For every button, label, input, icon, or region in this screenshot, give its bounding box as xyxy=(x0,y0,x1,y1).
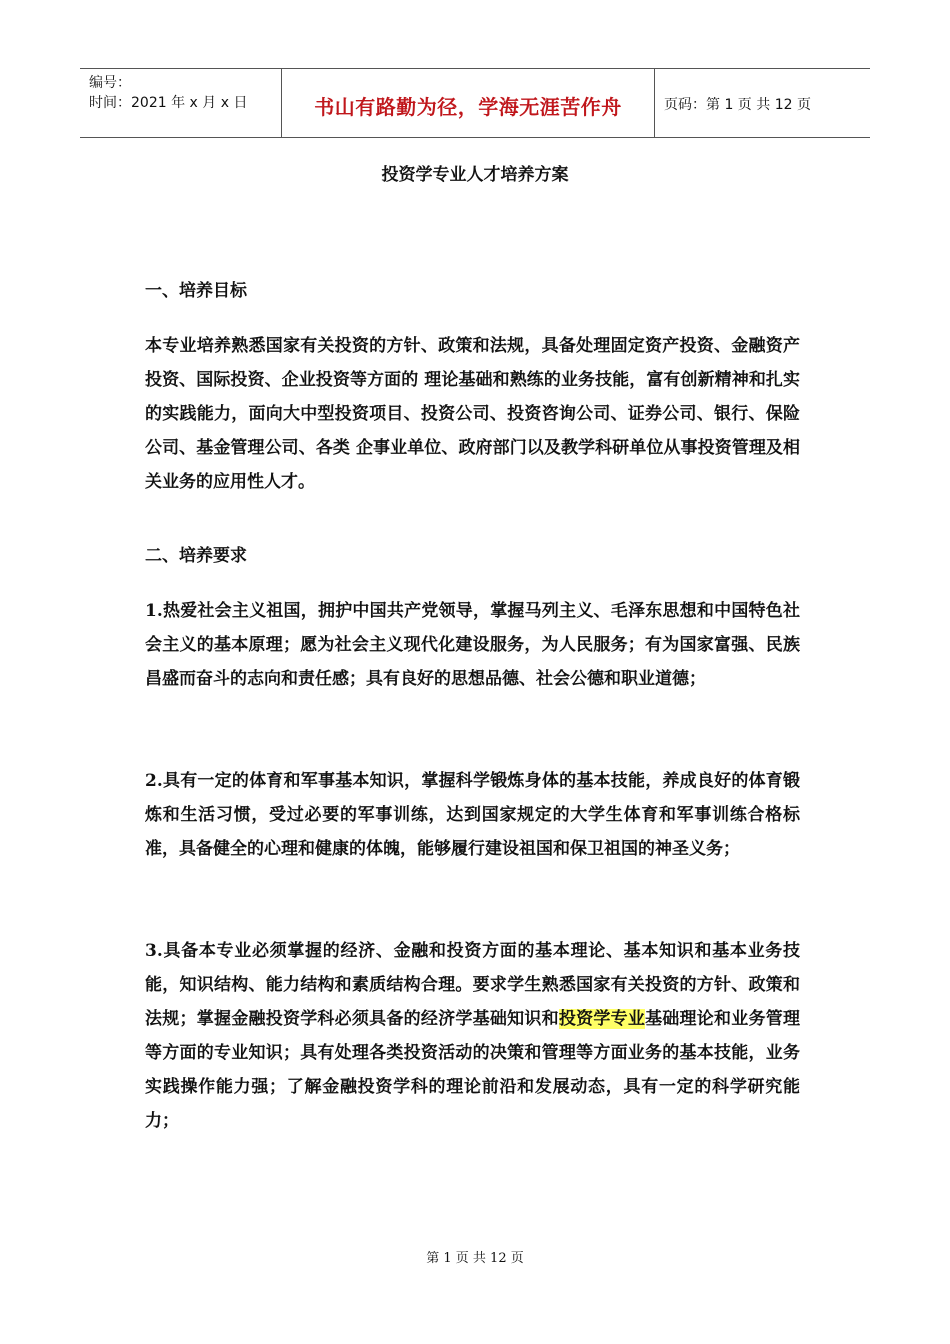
requirement-1: 1.热爱社会主义祖国，拥护中国共产党领导，掌握马列主义、毛泽东思想和中国特色社会主义的基本原理；愿为社会主义现代化建设服务，为人民服务；有为国家富强、民族昌盛而奋斗的志向和责任感；具有良好的思想品德、社会公德和职业道德； xyxy=(145,601,800,689)
document-header xyxy=(80,68,870,138)
section-heading-goals: 一、培养目标 xyxy=(145,281,247,301)
header-motto: 书山有路勤为径，学海无涯苦作舟 xyxy=(314,95,622,119)
header-motto-cell xyxy=(282,69,655,137)
requirement-2: 2.具有一定的体育和军事基本知识，掌握科学锻炼身体的基本技能，养成良好的体育锻炼和生活习惯，受过必要的军事训练，达到国家规定的大学生体育和军事训练合格标准，具备健全的心理和健康的体魄，能够履行建设祖国和保卫祖国的神圣义务； xyxy=(145,771,800,859)
document-title: 投资学专业人才培养方案 xyxy=(381,165,569,185)
requirement-3-text-start: 3.具备本专业必须掌握的经济、金融和投资方面的基本理论、基本知识和基本业务技能，知识结构、能力结构和素质结构合理。要求学生熟悉国家有关投资的方针、政策和法规；掌握金融投资学科必须具备的经济学基础知识和 xyxy=(145,941,800,1029)
header-page-info: 页码：第 1 页 共 12 页 xyxy=(664,97,811,113)
section-heading-requirements: 二、培养要求 xyxy=(145,546,247,566)
document-time-label: 时间：2021 年 x 月 x 日 xyxy=(89,95,248,111)
document-number-label: 编号： xyxy=(89,75,131,91)
highlighted-term: 投资学专业 xyxy=(558,1009,646,1029)
header-meta-cell xyxy=(80,69,282,137)
page-footer: 第 1 页 共 12 页 xyxy=(426,1251,524,1266)
requirement-3-text-end: 基础理论和业务管理等方面的专业知识；具有处理各类投资活动的决策和管理等方面业务的基本技能，业务实践操作能力强；了解金融投资学科的理论前沿和发展动态，具有一定的科学研究能力； xyxy=(145,1009,801,1131)
goals-paragraph: 本专业培养熟悉国家有关投资的方针、政策和法规，具备处理固定资产投资、金融资产投资、国际投资、企业投资等方面的 理论基础和熟练的业务技能，富有创新精神和扎实的实践能力，面向大中型投资项目、投资公司、投资咨询公司、证券公司、银行、保险公司、基金管理公司、各类 企事业单位、政府部门以及教学科研单位从事投资管理及相关业务的应用性人才。 xyxy=(145,336,800,492)
header-page-cell xyxy=(655,69,870,137)
requirement-3 xyxy=(145,934,800,1138)
